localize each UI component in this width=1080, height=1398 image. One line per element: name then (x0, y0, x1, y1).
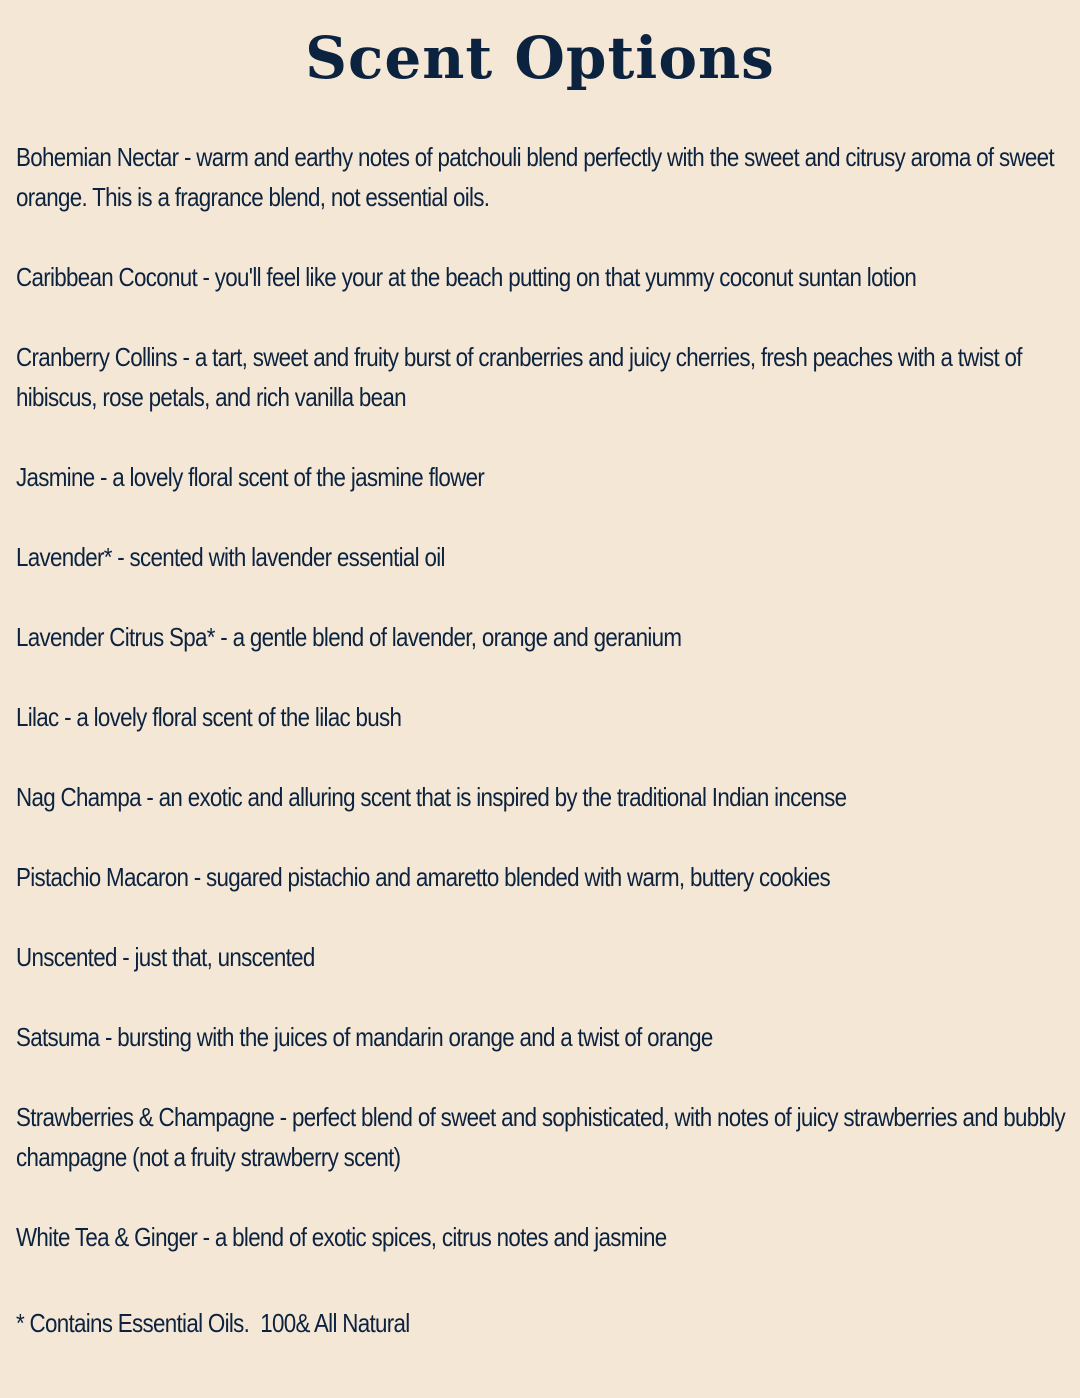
scent-item-lilac: Lilac - a lovely floral scent of the lilac bush (16, 702, 402, 732)
scent-item-jasmine: Jasmine - a lovely floral scent of the jasmine flower (16, 462, 485, 492)
scent-item-satsuma: Satsuma - bursting with the juices of mandarin orange and a twist of orange (16, 1022, 713, 1052)
scent-item-nag-champa: Nag Champa - an exotic and alluring scent that is inspired by the traditional Indian incense (16, 782, 847, 812)
essential-oils-footnote: * Contains Essential Oils. 100& All Natural (16, 1308, 410, 1338)
scent-item-pistachio-macaron: Pistachio Macaron - sugared pistachio and amaretto blended with warm, buttery cookies (16, 862, 831, 892)
scent-item-white-tea-ginger: White Tea & Ginger - a blend of exotic spices, citrus notes and jasmine (16, 1222, 667, 1252)
scent-item-unscented: Unscented - just that, unscented (16, 942, 315, 972)
scent-item-lavender-citrus-spa: Lavender Citrus Spa* - a gentle blend of lavender, orange and geranium (16, 622, 682, 652)
scent-item-bohemian-nectar: Bohemian Nectar - warm and earthy notes of patchouli blend perfectly with the sweet and citrusy aroma of sweet orange. This is a fragrance blend, not essential oils. (16, 142, 1054, 212)
scent-item-strawberries-champagne: Strawberries & Champagne - perfect blend of sweet and sophisticated, with notes of juicy strawberries and bubbly champagne (not a fruity strawberry scent) (16, 1102, 1065, 1172)
scent-list (16, 137, 1072, 1297)
scent-item-caribbean-coconut: Caribbean Coconut - you'll feel like your at the beach putting on that yummy coconut suntan lotion (16, 262, 917, 292)
page-title: Scent Options (305, 24, 775, 92)
scent-item-cranberry-collins: Cranberry Collins - a tart, sweet and fruity burst of cranberries and juicy cherries, fresh peaches with a twist of hibiscus, rose petals, and rich vanilla bean (16, 342, 1022, 412)
scent-item-lavender: Lavender* - scented with lavender essential oil (16, 542, 445, 572)
